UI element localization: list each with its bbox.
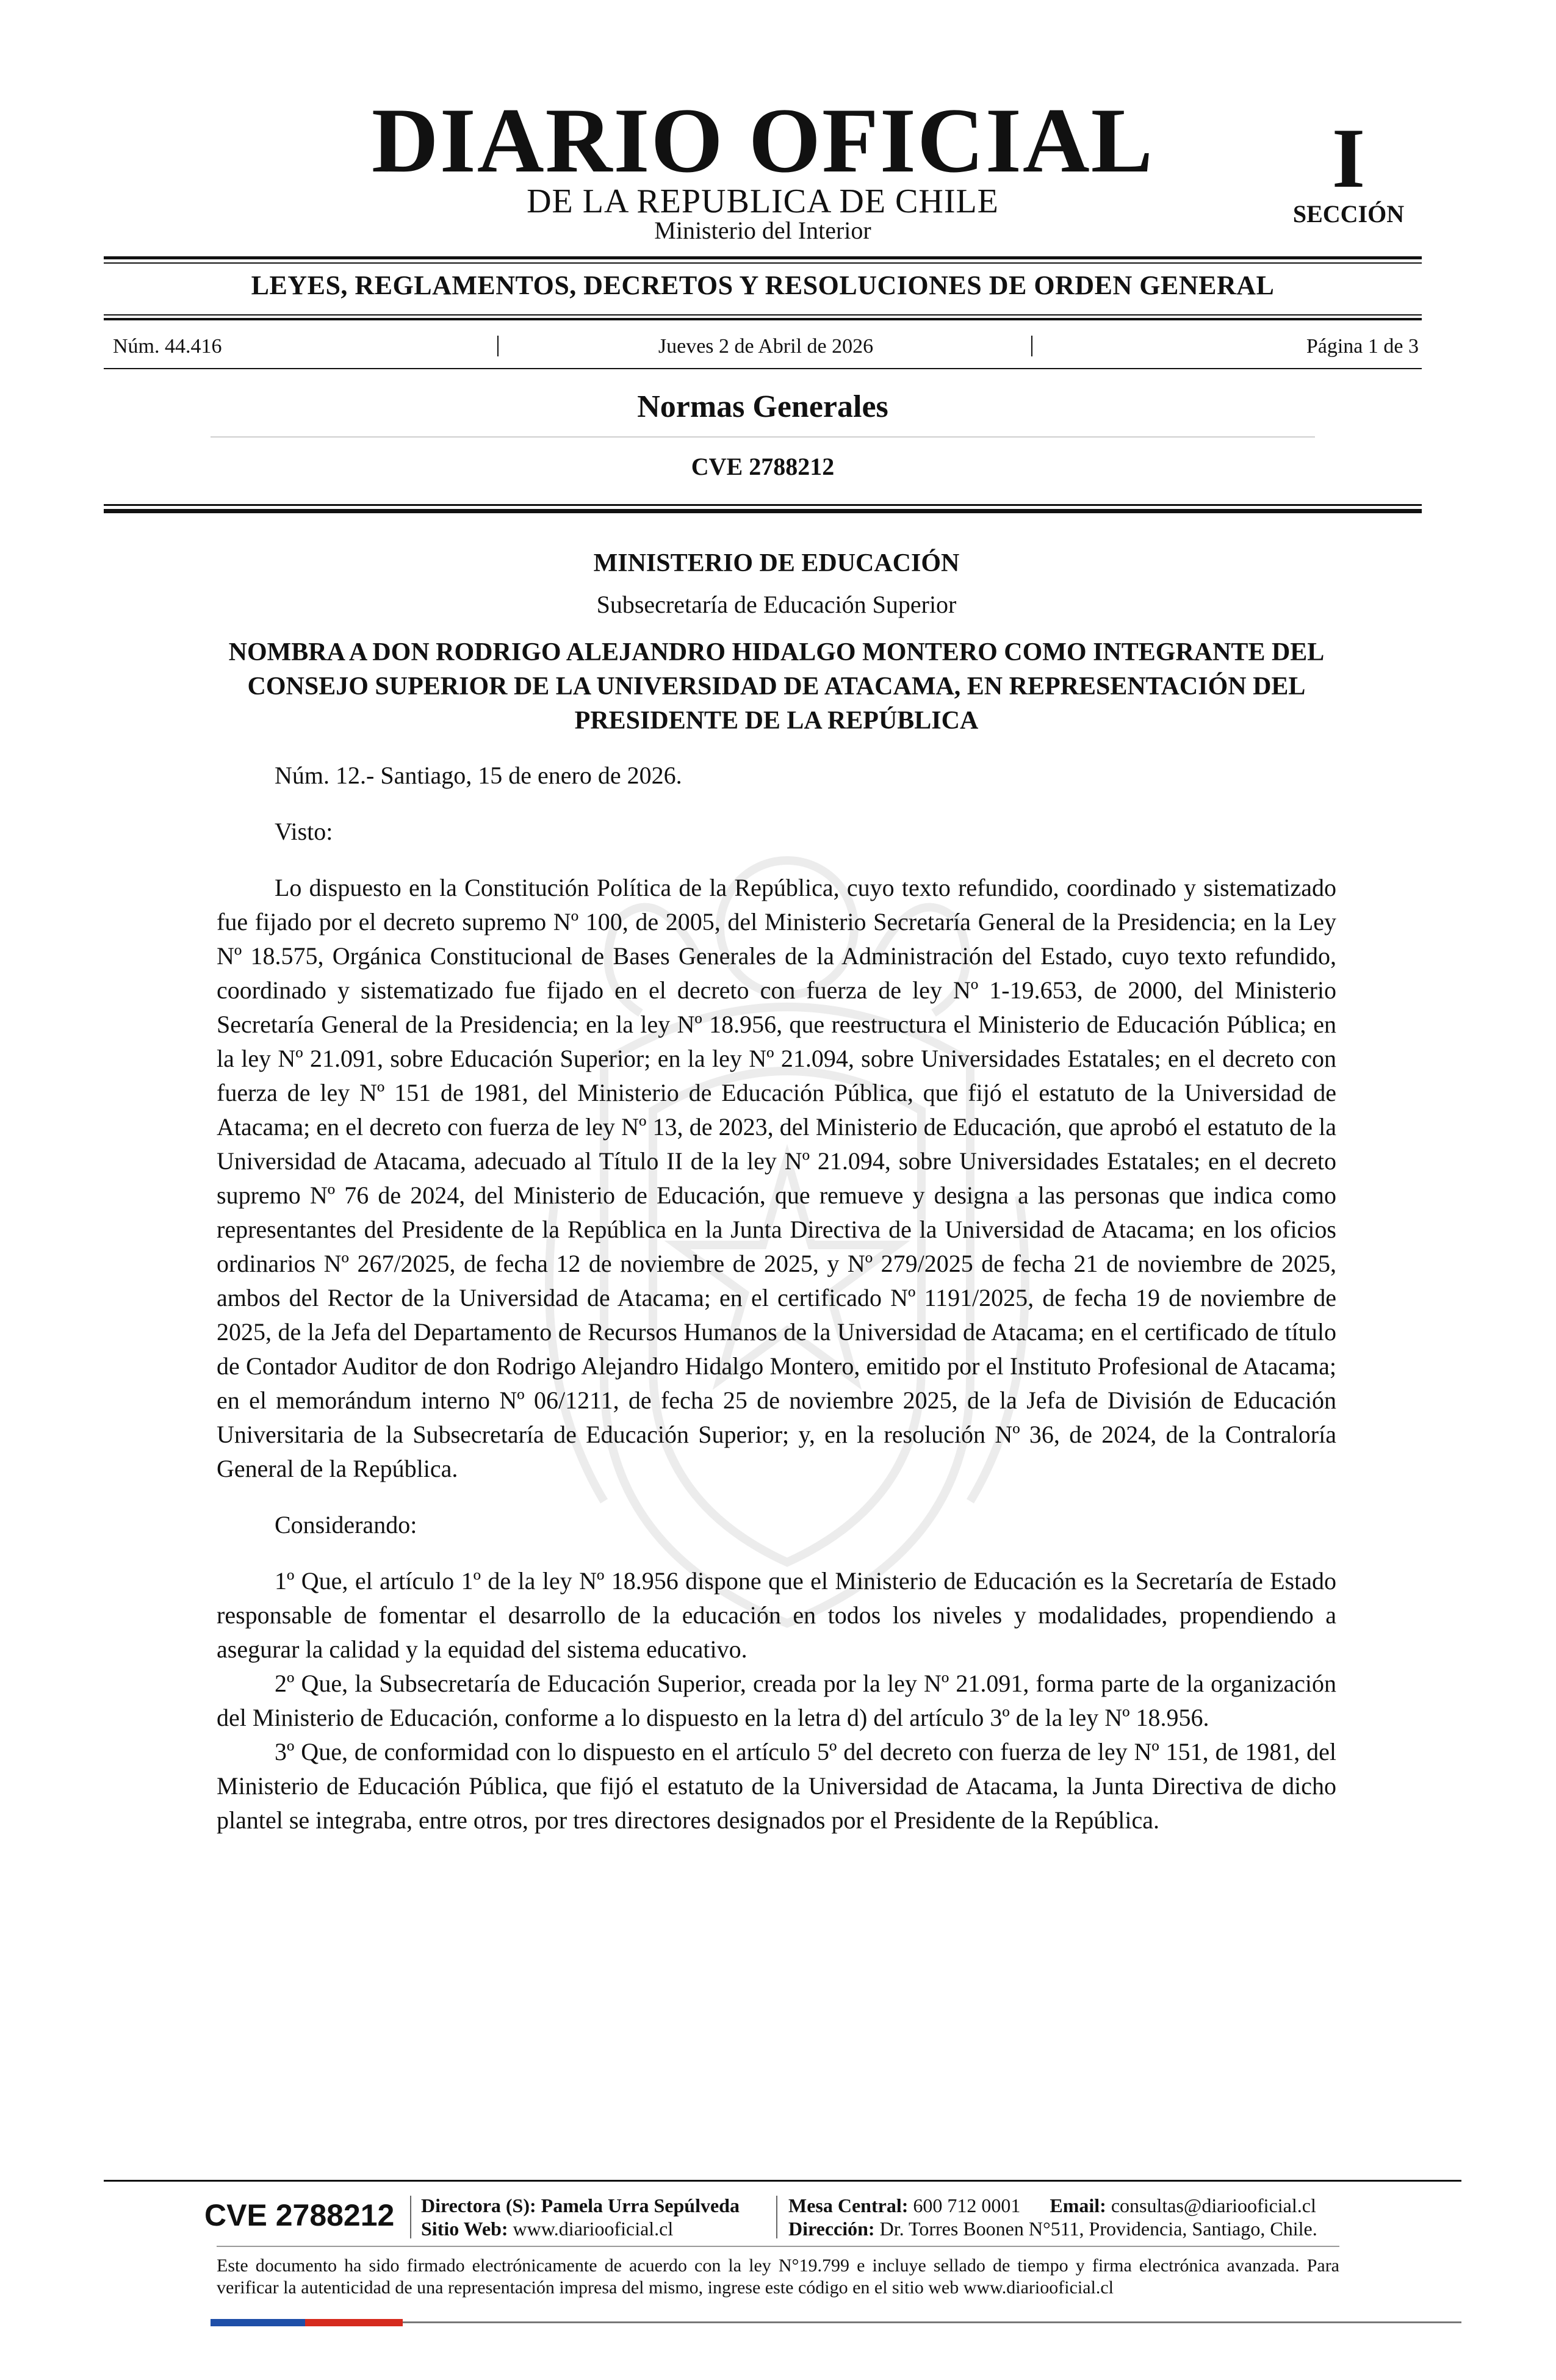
footer-notice-rule — [217, 2246, 1339, 2247]
section-number: I — [1331, 111, 1366, 206]
issuing-subsecretaria: Subsecretaría de Educación Superior — [596, 591, 957, 618]
flag-blue-segment — [211, 2319, 305, 2326]
issue-info-row — [113, 330, 1419, 364]
banner-rule-thick — [104, 318, 1422, 320]
footer-separator — [410, 2196, 411, 2238]
masthead-ministry: Ministerio del Interior — [654, 217, 871, 244]
header-rule-thick — [104, 509, 1422, 513]
considerando-item: 1º Que, el artículo 1º de la ley Nº 18.956 dispone que el Ministerio de Educación es la Secretaría de Estado responsable de fomentar el desarrollo de la educación en todos los niveles y modalidades, propendiendo a asegurar la calidad y la equidad del sistema educativo. — [217, 1567, 1336, 1663]
issue-number: Núm. 44.416 — [113, 335, 222, 358]
banner-rule-thin — [104, 314, 1422, 316]
document-body — [217, 546, 1336, 1837]
section-heading-rule — [211, 436, 1315, 438]
phone-value: 600 712 0001 — [913, 2194, 1021, 2216]
electronic-signature-notice: Este documento ha sido firmado electrónicamente de acuerdo con la ley N°19.799 e incluye sellado de tiempo y firma electrónica avanzada. Para verificar la autenticidad de una representación impresa del mismo, ingrese este código en el sitio web www.diariooficial.cl — [217, 2256, 1339, 2298]
flag-red-segment — [305, 2319, 403, 2326]
decree-number-line: Núm. 12.- Santiago, 15 de enero de 2026. — [275, 762, 682, 789]
considerando-item: 2º Que, la Subsecretaría de Educación Superior, creada por la ley Nº 21.091, forma parte de la organización del Ministerio de Educación, conforme a lo dispuesto en la letra d) del artículo 3º de la ley Nº 18.956. — [217, 1670, 1336, 1731]
masthead — [104, 89, 1422, 250]
section-heading: Normas Generales — [637, 389, 888, 424]
email-label: Email: — [1050, 2194, 1106, 2216]
director-name: Pamela Urra Sepúlveda — [541, 2194, 740, 2216]
masthead-rule-thick — [104, 256, 1422, 259]
footer-contact-info — [788, 2194, 1368, 2240]
section-banner: LEYES, REGLAMENTOS, DECRETOS Y RESOLUCIONES DE ORDEN GENERAL — [251, 270, 1275, 300]
issue-rule — [104, 368, 1422, 369]
section-label: SECCIÓN — [1292, 200, 1405, 228]
newspaper-title: DIARIO OFICIAL — [371, 89, 1154, 192]
phone-label: Mesa Central: — [788, 2194, 909, 2216]
footer-cve-code: CVE 2788212 — [204, 2198, 395, 2232]
considerando-item: 3º Que, de conformidad con lo dispuesto en el artículo 5º del decreto con fuerza de ley Nº 151, de 1981, del Ministerio de Educación Pública, que fijó el estatuto de la Universidad de Atacama, la Junta Directiva de dicho plantel se integraba, entre otros, por tres directores designados por el Presidente de la República. — [217, 1738, 1336, 1834]
email-link[interactable]: consultas@diariooficial.cl — [1111, 2194, 1316, 2216]
header-rule-thin — [104, 504, 1422, 506]
address-label: Dirección: — [788, 2218, 875, 2240]
visto-label: Visto: — [275, 818, 333, 845]
issue-date: Jueves 2 de Abril de 2026 — [658, 335, 874, 358]
footer-publisher-info — [421, 2194, 775, 2240]
director-label: Directora (S): — [421, 2194, 536, 2216]
footer-bottom-rule — [403, 2321, 1461, 2323]
considerando-label: Considerando: — [275, 1511, 417, 1538]
footer-separator — [776, 2196, 777, 2238]
issue-separator — [1031, 336, 1032, 356]
cve-heading: CVE 2788212 — [691, 453, 835, 480]
chile-flag-stripe — [211, 2319, 403, 2326]
newspaper-subtitle: DE LA REPUBLICA DE CHILE — [527, 182, 999, 220]
decree-title: NOMBRA A DON RODRIGO ALEJANDRO HIDALGO MONTERO COMO INTEGRANTE DEL CONSEJO SUPERIOR DE LA UNIVERSIDAD DE ATACAMA, EN REPRESENTACIÓN DEL PRESIDENTE DE LA REPÚBLICA — [228, 638, 1325, 735]
address-value: Dr. Torres Boonen N°511, Providencia, Santiago, Chile. — [879, 2218, 1317, 2240]
issuing-ministry: MINISTERIO DE EDUCACIÓN — [593, 549, 960, 577]
masthead-rule-thin — [104, 262, 1422, 264]
issue-page-count: Página 1 de 3 — [1306, 335, 1419, 358]
site-link[interactable]: www.diariooficial.cl — [513, 2218, 674, 2240]
visto-paragraph: Lo dispuesto en la Constitución Política de la República, cuyo texto refundido, coordinado y sistematizado fue fijado por el decreto supremo Nº 100, de 2005, del Ministerio Secretaría General de la Presidencia; en la Ley Nº 18.575, Orgánica Constitucional de Bases Generales de la Administración del Estado, cuyo texto refundido, coordinado y sistematizado fue fijado en el decreto con fuerza de ley Nº 1-19.653, de 2000, del Ministerio Secretaría General de la Presidencia; en la ley Nº 18.956, que reestructura el Ministerio de Educación Pública; en la ley Nº 21.091, sobre Educación Superior; en la ley Nº 21.094, sobre Universidades Estatales; en el decreto con fuerza de ley Nº 151 de 1981, del Ministerio de Educación Pública, que fijó el estatuto de la Universidad de Atacama; en el decreto con fuerza de ley Nº 13, de 2023, del Ministerio de Educación, que aprobó el estatuto de la Universidad de Atacama, adecuado al Título II de la ley Nº 21.094, sobre Universidades Estatales; en el decreto supremo Nº 76 de 2024, del Ministerio de Educación, que remueve y designa a las personas que indica como representantes del Presidente de la República en la Junta Directiva de la Universidad de Atacama; en los oficios ordinarios Nº 267/2025, de fecha 12 de noviembre de 2025, y Nº 279/2025 de fecha 21 de noviembre de 2025, ambos del Rector de la Universidad de Atacama; en el certificado Nº 1191/2025, de fecha 19 de noviembre de 2025, de la Jefa del Departamento de Recursos Humanos de la Universidad de Atacama; en el certificado de título de Contador Auditor de don Rodrigo Alejandro Hidalgo Montero, emitido por el Instituto Profesional de Atacama; en el memorándum interno Nº 06/1211, de fecha 25 de noviembre 2025, de la Jefa de División de Educación Universitaria de la Subsecretaría de Educación Superior; y, en la resolución Nº 36, de 2024, de la Contraloría General de la República. — [217, 874, 1336, 1482]
site-label: Sitio Web: — [421, 2218, 508, 2240]
footer-rule — [104, 2180, 1461, 2182]
